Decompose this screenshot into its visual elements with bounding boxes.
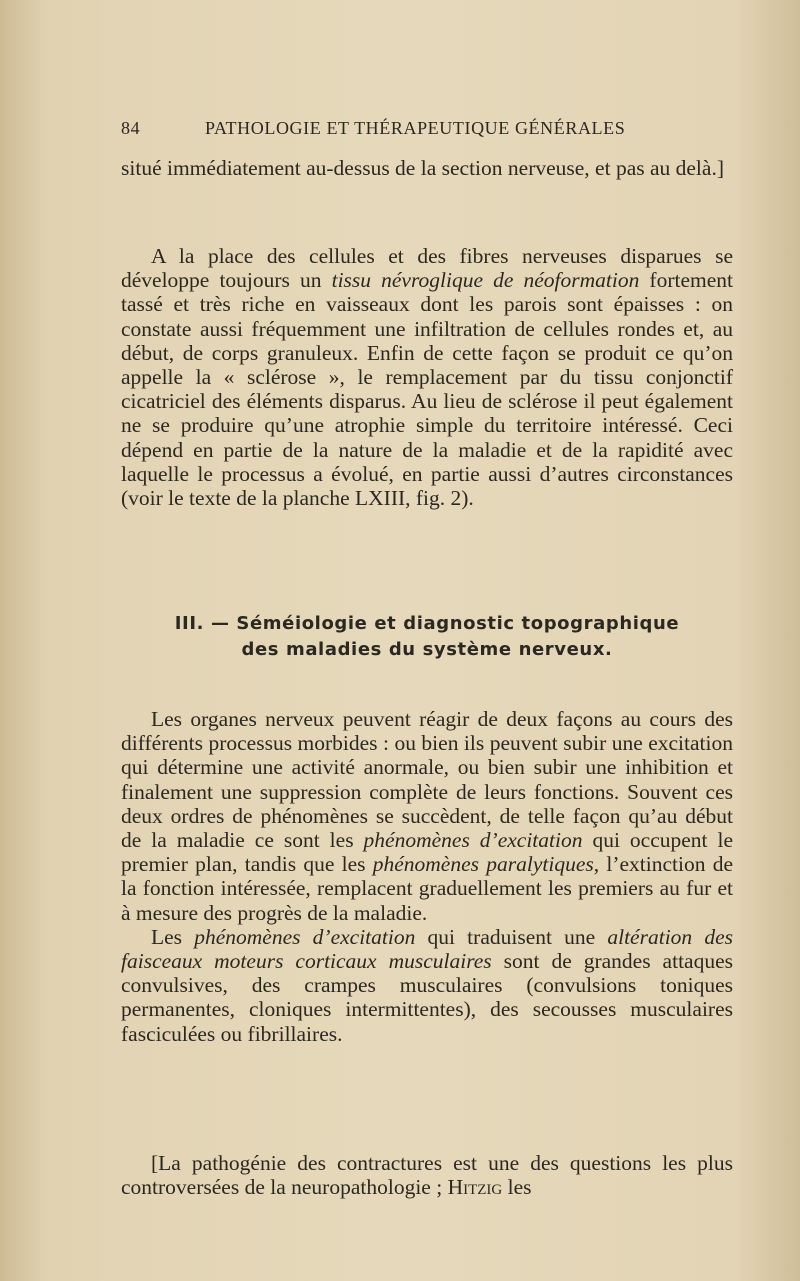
- page-number: 84: [121, 118, 141, 138]
- section-heading: [121, 611, 733, 663]
- paragraph-text: Les phénomènes d’excitation qui traduisent une altération des faisceaux moteurs corticaux musculaires sont de grandes attaques convulsives, des crampes musculaires (convulsions toniques permanentes, cloniques intermittentes), des secousses musculaires fasciculées ou fibrillaires.: [121, 924, 733, 1046]
- paragraph-contractures: [121, 1151, 733, 1199]
- paragraph-text: [La pathogénie des contractures est une des questions les plus controversées de la neuropathologie ; Hitzig les: [121, 1151, 733, 1200]
- paragraph-text: situé immédiatement au-dessus de la section nerveuse, et pas au delà.]: [121, 156, 724, 180]
- running-title: PATHOLOGIE ET THÉRAPEUTIQUE GÉNÉRALES: [205, 118, 626, 138]
- paragraph-continuation: [121, 156, 733, 180]
- italic-term: phénomènes d’excitation: [363, 828, 583, 853]
- italic-term: altération des faisceaux moteurs corticaux musculaires: [121, 924, 733, 974]
- section-heading-line-2: des maladies du système nerveux.: [241, 639, 613, 660]
- italic-term: tissu névroglique de néoformation: [331, 268, 640, 293]
- italic-term: phénomènes d’excitation: [194, 924, 416, 949]
- author-name: Hitzig: [447, 1175, 503, 1200]
- section-heading-line-1: III. — Séméiologie et diagnostic topographique: [174, 613, 680, 634]
- paragraph-text: Les organes nerveux peuvent réagir de deux façons au cours des différents processus morbides : ou bien ils peuvent subir une excitation qui détermine une activité anormale, ou bien subir une inhibition et finalement une suppression complète de leurs fonctions. Souvent ces deux ordres de phénomènes se succèdent, de telle façon qu’au début de la maladie ce sont les phénomènes d’excitation qui occupent le premier plan, tandis que les phénomènes paralytiques, l’extinction de la fonction intéressée, remplacent graduellement les premiers au fur et à mesure des progrès de la maladie.: [121, 707, 734, 925]
- paragraph-sclerosis: [121, 244, 733, 510]
- italic-term: phénomènes paralytiques: [372, 852, 594, 877]
- paragraph-reactions: [121, 707, 733, 1046]
- paragraph-text: A la place des cellules et des fibres nerveuses disparues se développe toujours un tissu névroglique de néoformation fortement tassé et très riche en vaisseaux dont les parois sont épaisses : on constate aussi fréquemment une infiltration de cellules rondes et, au début, de corps granuleux. Enfin de cette façon se produit ce qu’on appelle la « sclérose », le remplacement par du tissu conjonctif cicatriciel des éléments disparus. Au lieu de sclérose il peut également ne se produire qu’une atrophie simple du territoire intéressé. Ceci dépend en partie de la nature de la maladie et de la rapidité avec laquelle le processus a évolué, en partie aussi d’autres circonstances (voir le texte de la planche LXIII, fig. 2).: [121, 244, 734, 511]
